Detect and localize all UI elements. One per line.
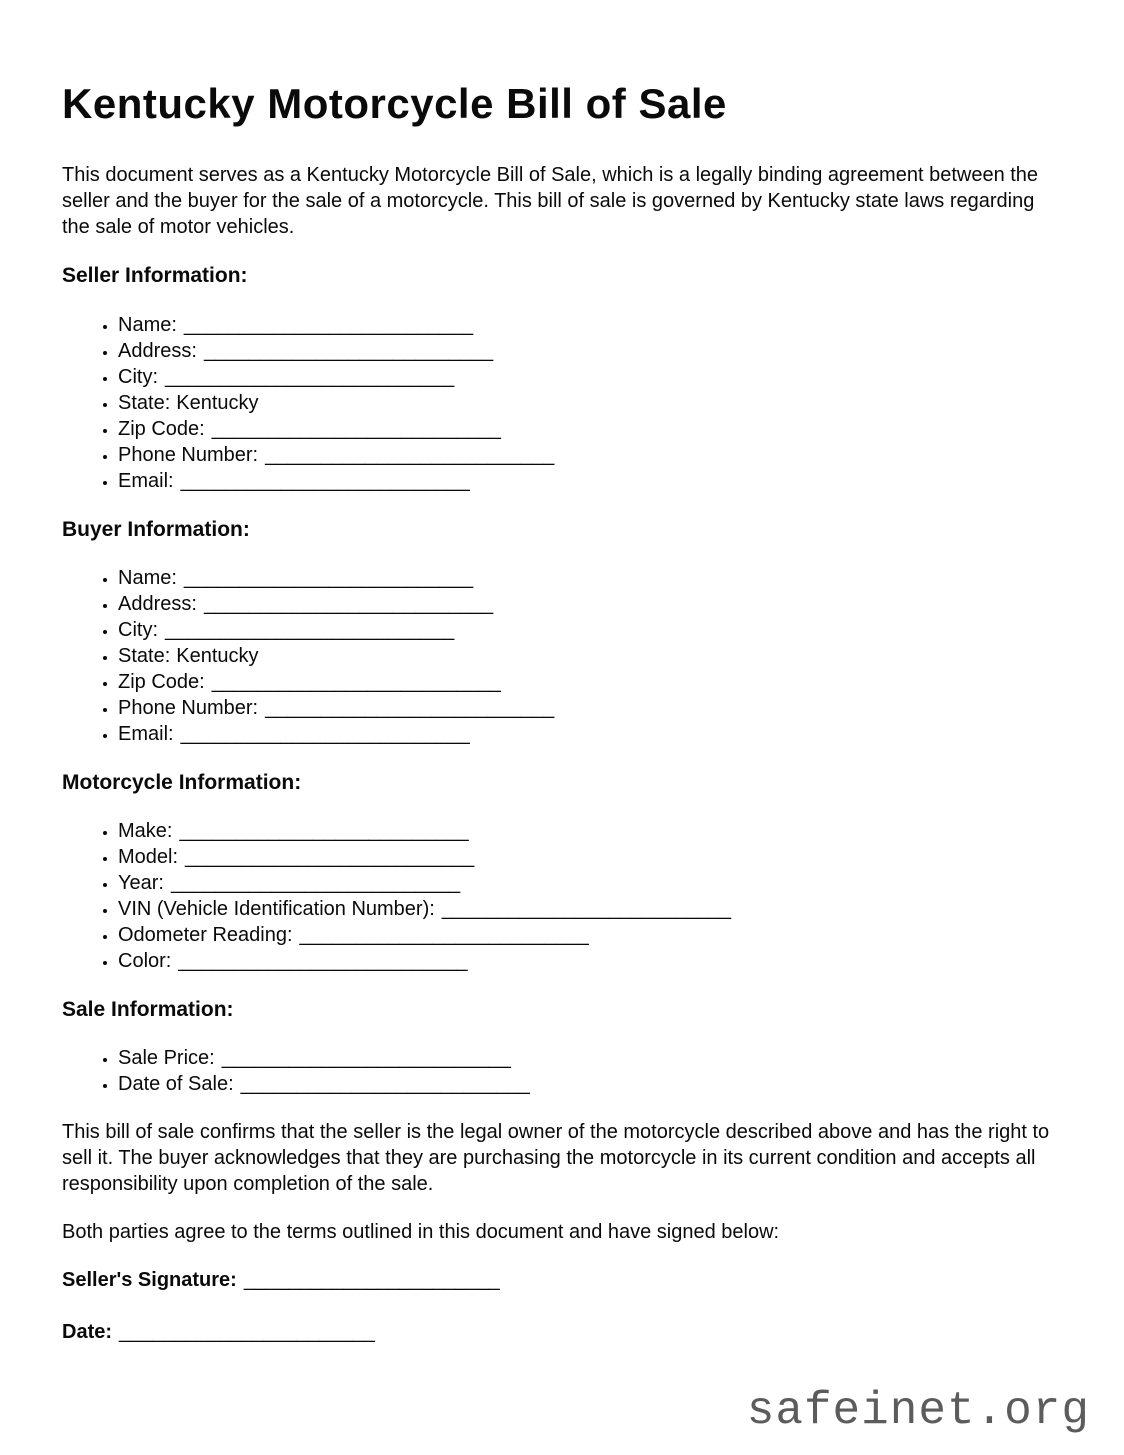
- field-label: City:: [118, 618, 158, 641]
- field-blank: __________________________: [183, 313, 474, 336]
- page-title: Kentucky Motorcycle Bill of Sale: [62, 80, 727, 127]
- field-blank: __________________________: [185, 846, 475, 869]
- field-label: Date of Sale:: [118, 1073, 234, 1096]
- field-label: State:: [118, 391, 171, 414]
- seller-information-list: [62, 312, 1062, 494]
- field-label: Make:: [118, 820, 173, 843]
- date-label: Date:: [62, 1321, 113, 1344]
- buyer-state-row: [118, 643, 1062, 669]
- buyer-phone-row: [118, 695, 1062, 721]
- sellers-signature-blank: _______________________: [243, 1269, 500, 1292]
- field-value: Kentucky: [176, 391, 259, 414]
- field-blank: __________________________: [265, 696, 555, 719]
- buyer-information-list: [62, 565, 1062, 747]
- motorcycle-information-list: [62, 818, 1062, 974]
- field-blank: __________________________: [441, 898, 732, 921]
- field-blank: __________________________: [180, 722, 470, 745]
- field-label: Name:: [118, 566, 177, 589]
- field-label: Name:: [118, 313, 177, 336]
- motorcycle-odometer-row: [118, 922, 1062, 948]
- sellers-signature-label: Seller's Signature:: [62, 1269, 237, 1292]
- field-blank: __________________________: [240, 1073, 530, 1096]
- field-value: Kentucky: [176, 644, 259, 667]
- field-label: Address:: [118, 592, 197, 615]
- seller-state-row: [118, 390, 1062, 416]
- heading-motorcycle-information: Motorcycle Information:: [62, 770, 302, 794]
- field-blank: __________________________: [180, 469, 470, 492]
- sellers-signature-row: [62, 1267, 1062, 1293]
- field-blank: __________________________: [165, 365, 455, 388]
- field-blank: __________________________: [203, 592, 494, 615]
- seller-city-row: [118, 364, 1062, 390]
- buyer-name-row: [118, 565, 1062, 591]
- sale-date-row: [118, 1071, 1062, 1097]
- field-blank: __________________________: [178, 950, 468, 973]
- date-row: [62, 1319, 1062, 1345]
- motorcycle-make-row: [118, 818, 1062, 844]
- seller-address-row: [118, 338, 1062, 364]
- field-blank: __________________________: [179, 820, 469, 843]
- field-label: Email:: [118, 469, 174, 492]
- field-blank: __________________________: [183, 566, 474, 589]
- heading-seller-information: Seller Information:: [62, 264, 248, 288]
- buyer-city-row: [118, 617, 1062, 643]
- motorcycle-vin-row: [118, 896, 1062, 922]
- heading-sale-information: Sale Information:: [62, 998, 234, 1022]
- field-blank: __________________________: [170, 872, 461, 895]
- field-blank: __________________________: [165, 618, 455, 641]
- field-blank: __________________________: [265, 443, 555, 466]
- seller-phone-row: [118, 442, 1062, 468]
- field-blank: __________________________: [203, 339, 494, 362]
- buyer-zip-row: [118, 669, 1062, 695]
- field-label: Phone Number:: [118, 443, 259, 466]
- field-label: Model:: [118, 846, 179, 869]
- seller-name-row: [118, 312, 1062, 338]
- field-blank: __________________________: [211, 417, 501, 440]
- field-label: Year:: [118, 872, 164, 895]
- field-label: Color:: [118, 950, 172, 973]
- buyer-email-row: [118, 721, 1062, 747]
- field-label: Sale Price:: [118, 1047, 215, 1070]
- field-label: Phone Number:: [118, 696, 259, 719]
- confirmation-paragraph: This bill of sale confirms that the seller is the legal owner of the motorcycle described above and has the right to sell it. The buyer acknowledges that they are purchasing the motorcycle in its current condition and accepts all responsibility upon completion of the sale.: [62, 1121, 1050, 1196]
- motorcycle-year-row: [118, 870, 1062, 896]
- agreement-paragraph: Both parties agree to the terms outlined in this document and have signed below:: [62, 1221, 780, 1244]
- field-label: Email:: [118, 722, 174, 745]
- field-blank: __________________________: [299, 924, 589, 947]
- field-label: VIN (Vehicle Identification Number):: [118, 898, 435, 921]
- field-label: State:: [118, 644, 171, 667]
- field-label: Odometer Reading:: [118, 924, 293, 947]
- motorcycle-color-row: [118, 948, 1062, 974]
- sale-information-list: [62, 1045, 1062, 1097]
- field-label: Zip Code:: [118, 417, 205, 440]
- field-blank: __________________________: [211, 670, 501, 693]
- field-label: Zip Code:: [118, 670, 205, 693]
- date-blank: _______________________: [119, 1321, 375, 1344]
- motorcycle-model-row: [118, 844, 1062, 870]
- field-label: City:: [118, 365, 158, 388]
- sale-price-row: [118, 1045, 1062, 1071]
- field-blank: __________________________: [221, 1047, 511, 1070]
- seller-zip-row: [118, 416, 1062, 442]
- field-label: Address:: [118, 339, 197, 362]
- heading-buyer-information: Buyer Information:: [62, 517, 250, 541]
- buyer-address-row: [118, 591, 1062, 617]
- intro-paragraph: This document serves as a Kentucky Motorcycle Bill of Sale, which is a legally binding agreement between the seller and the buyer for the sale of a motorcycle. This bill of sale is governed by Kentucky state laws regarding the sale of motor vehicles.: [62, 164, 1039, 239]
- seller-email-row: [118, 468, 1062, 494]
- watermark: safeinet.org: [746, 1385, 1090, 1437]
